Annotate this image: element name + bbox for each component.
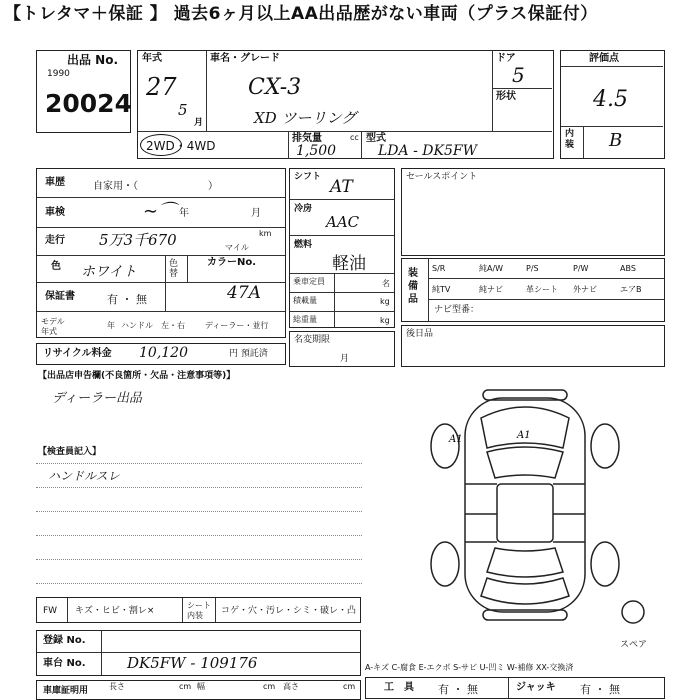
navi-label: ナビ型番：	[434, 305, 480, 315]
fuel-value: 軽油	[332, 254, 366, 274]
drive-selected-circle	[140, 134, 182, 156]
equipment-item: エアB	[620, 285, 642, 294]
wheel-front-right	[591, 424, 619, 468]
equipment-label: 装備品	[408, 268, 418, 305]
registration-box	[36, 630, 361, 676]
shift-box	[289, 168, 395, 328]
postscript-box	[401, 325, 665, 367]
displacement-unit: cc	[350, 133, 359, 142]
garage-box	[36, 680, 361, 700]
capacity-label: 乗車定員	[293, 277, 325, 286]
model-year-unit: 年	[107, 321, 115, 330]
displacement-value: 1,500	[296, 143, 337, 159]
sales-point-box	[401, 168, 665, 256]
garage-cm-1: cm	[179, 682, 192, 691]
equipment-item: ABS	[620, 264, 636, 273]
warranty-label: 保証書	[45, 291, 75, 302]
exhibitor-text: ディーラー出品	[52, 391, 142, 406]
fw-text: キズ・ヒビ・割レ×	[75, 606, 155, 616]
year-value: 27	[146, 73, 177, 101]
chassis-value: DK5FW - 109176	[127, 654, 258, 672]
month-unit: 月	[194, 118, 204, 128]
sales-point-label: セールスポイント	[406, 172, 478, 182]
color-no-label: カラーNo.	[207, 257, 257, 268]
wheel-rear-right	[591, 542, 619, 586]
garage-long: 長さ	[109, 682, 125, 691]
doors-label: ドア	[496, 53, 516, 64]
equipment-item: 純TV	[432, 285, 451, 294]
score-box	[560, 50, 665, 159]
lot-box	[36, 50, 131, 133]
equipment-item: 純ナビ	[479, 285, 503, 294]
tools-box	[365, 677, 665, 699]
mileage-unit2: マイル	[225, 243, 249, 252]
wheel-rear-left	[431, 542, 459, 586]
recycle-box	[36, 343, 286, 365]
lot-number: 20024	[45, 89, 132, 118]
recycle-label: リサイクル料金	[43, 348, 112, 359]
year-label: 年式	[142, 53, 162, 64]
warranty-options: 有 ・ 無	[107, 293, 147, 306]
garage-height: 高さ	[283, 682, 299, 691]
mileage-unit: km	[259, 229, 272, 238]
garage-label: 車庫証明用	[43, 686, 89, 696]
car-roof	[497, 484, 553, 542]
model-year-label: モデル年式	[41, 317, 65, 336]
equipment-item: 純A/W	[479, 264, 504, 273]
color-no-value: 47A	[227, 283, 261, 303]
damage-mark-2: A1	[517, 430, 531, 441]
damage-mark-1: A1	[449, 434, 463, 445]
color-label: 色	[51, 261, 61, 272]
jack-options: 有 ・ 無	[580, 683, 620, 696]
grade-value: XD ツーリング	[254, 109, 357, 127]
gross-unit: kg	[380, 316, 390, 325]
garage-width: 幅	[197, 682, 205, 691]
damage-legend: A-キズ C-腐食 E-エクボ S-サビ U-凹ミ W-補修 XX-交換済	[365, 663, 574, 672]
inspector-text: ハンドルスレ	[48, 469, 120, 483]
inspection-year: 年	[179, 208, 189, 219]
name-change-box	[289, 331, 395, 367]
equipment-item: 外ナビ	[573, 285, 597, 294]
history-box	[36, 168, 286, 338]
tools-options: 有 ・ 無	[438, 683, 478, 696]
ac-label: 冷房	[294, 204, 313, 214]
dealer-label: ディーラー・並行	[205, 321, 269, 330]
equipment-item: 革シート	[526, 285, 558, 294]
color-value: ホワイト	[81, 264, 137, 280]
handle-options: 左・右	[161, 321, 185, 330]
date-month: 月	[340, 354, 350, 364]
equipment-box	[401, 258, 665, 322]
score-label: 評価点	[589, 53, 619, 64]
color-change-label: 色替	[169, 259, 179, 279]
fw-label: FW	[43, 606, 58, 616]
lot-sub: 1990	[47, 69, 70, 79]
chassis-label: 車台 No.	[43, 658, 86, 669]
notes-area	[36, 369, 396, 597]
postscript-label: 後日品	[406, 329, 434, 339]
garage-cm-2: cm	[263, 682, 276, 691]
interior-label: 内装	[565, 129, 575, 150]
wheel-front-left	[431, 424, 459, 468]
history-options: 自家用・（ ）	[93, 181, 218, 192]
lot-label: 出品 No.	[67, 53, 119, 67]
inspection-label: 車検	[45, 207, 65, 218]
mileage-value: 5万3千670	[99, 231, 177, 249]
load-unit: kg	[380, 297, 390, 306]
ac-value: AAC	[326, 213, 360, 231]
car-hood	[481, 407, 569, 448]
model-value: LDA - DK5FW	[378, 143, 477, 159]
sheet-title: 【トレタマ＋保証 】 過去6ヶ月以上AA出品歴がない車両（プラス保証付）	[4, 4, 598, 24]
name-value: CX-3	[248, 75, 302, 100]
equipment-item: S/R	[432, 264, 446, 273]
seat-text: コゲ・穴・汚レ・シミ・破レ・凸	[221, 606, 357, 616]
equipment-item: P/S	[526, 264, 539, 273]
fuel-label: 燃料	[294, 240, 313, 250]
interior-value: B	[609, 130, 623, 151]
inspector-label: 【検査員記入】	[38, 447, 102, 457]
fw-box	[36, 597, 361, 623]
garage-cm-3: cm	[343, 682, 356, 691]
score-value: 4.5	[593, 87, 628, 112]
capacity-unit: 名	[382, 279, 390, 288]
mileage-label: 走行	[45, 235, 65, 246]
displacement-label: 排気量	[292, 133, 322, 144]
jack-label: ジャッキ	[516, 682, 556, 693]
model-label: 型式	[366, 133, 386, 144]
inspection-scribble: ∼⌒	[143, 201, 177, 222]
shape-label: 形状	[496, 91, 516, 102]
shift-value: AT	[330, 177, 353, 197]
spare-tire	[622, 601, 644, 623]
drive-2wd: 2WD	[146, 139, 175, 153]
recycle-value: 10,120	[139, 345, 188, 361]
car-trunk	[481, 578, 569, 604]
drive-selector	[146, 137, 216, 154]
doors-value: 5	[512, 63, 525, 87]
inspection-month: 月	[251, 208, 261, 219]
recycle-unit: 円 預託済	[229, 349, 268, 359]
date-label: 名変期限	[294, 335, 331, 345]
car-rear-window	[487, 548, 563, 577]
spare-label: スペア	[620, 640, 648, 650]
seat-label: シート内装	[187, 601, 211, 620]
equipment-item: P/W	[573, 264, 589, 273]
gross-label: 総重量	[293, 315, 317, 324]
drive-4wd: ・4WD	[174, 139, 216, 153]
name-label: 車名・グレード	[210, 53, 280, 64]
registration-label: 登録 No.	[43, 635, 86, 646]
load-label: 積載量	[293, 296, 317, 305]
vehicle-box	[137, 50, 554, 159]
handle-label: ハンドル	[121, 321, 153, 330]
month-value: 5	[178, 101, 188, 119]
history-label: 車歴	[45, 177, 65, 188]
car-damage-diagram	[405, 386, 645, 626]
exhibitor-label: 【出品店申告欄(不良箇所・欠品・注意事項等)】	[38, 371, 236, 381]
shift-label: シフト	[294, 172, 322, 182]
car-windshield	[487, 447, 563, 478]
tools-label: 工 具	[384, 682, 414, 693]
